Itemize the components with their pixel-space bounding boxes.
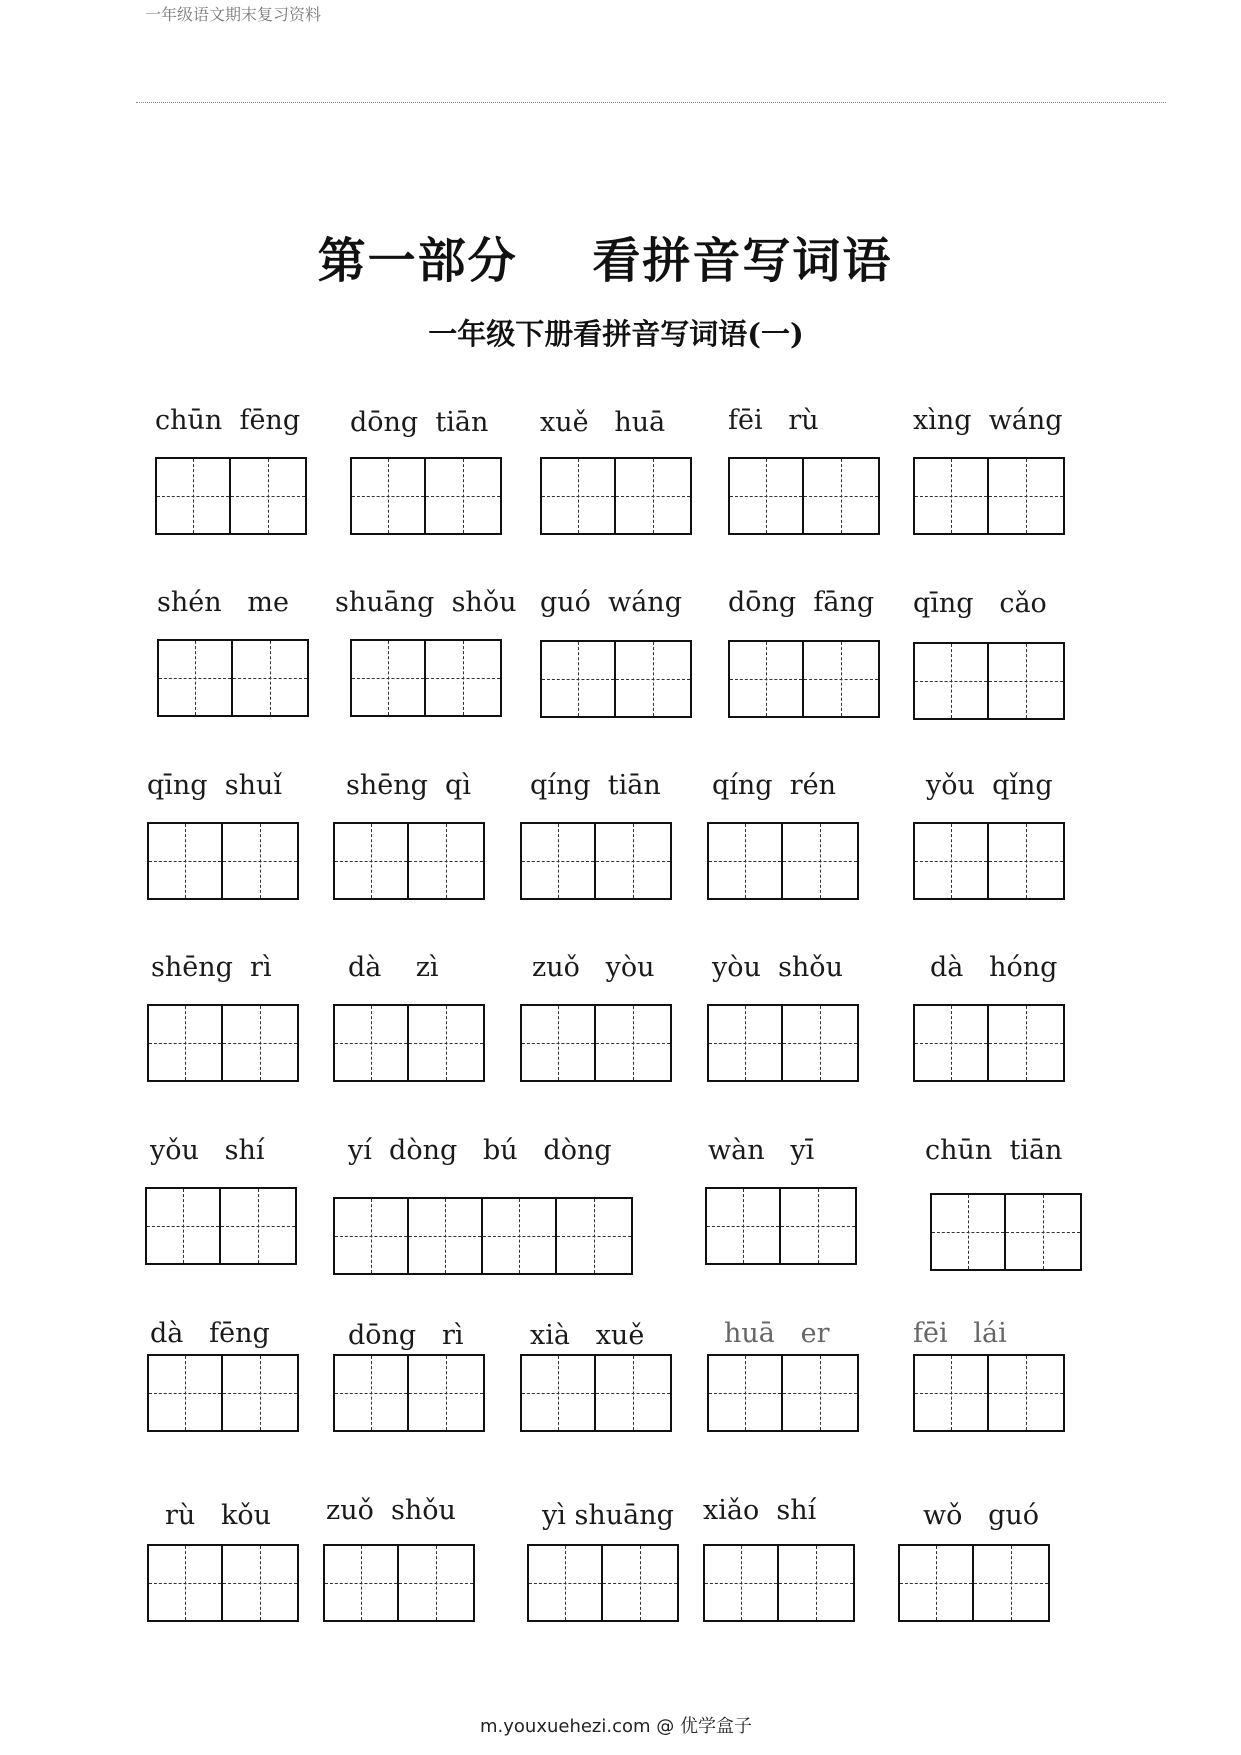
tianzige-cell[interactable] <box>149 1546 223 1620</box>
pinyin-label: yì shuāng <box>542 1500 674 1531</box>
tianzige-cell[interactable] <box>409 1356 483 1430</box>
pinyin-label: huā er <box>724 1318 830 1349</box>
tianzige-cell[interactable] <box>557 1199 631 1273</box>
tianzige-cell[interactable] <box>783 824 857 898</box>
tianzige-cell[interactable] <box>223 1546 297 1620</box>
tianzige-cell[interactable] <box>915 1356 989 1430</box>
tianzige-cell[interactable] <box>804 459 878 533</box>
writing-grid[interactable] <box>155 457 307 535</box>
writing-grid[interactable] <box>728 457 880 535</box>
pinyin-label: dōng fāng <box>728 587 875 618</box>
pinyin-label: qíng rén <box>712 770 837 801</box>
tianzige-cell[interactable] <box>709 1006 783 1080</box>
tianzige-cell[interactable] <box>335 1356 409 1430</box>
tianzige-cell[interactable] <box>352 641 426 715</box>
writing-grid[interactable] <box>323 1544 475 1622</box>
writing-grid[interactable] <box>540 457 692 535</box>
pinyin-label: rù kǒu <box>165 1500 272 1531</box>
tianzige-cell[interactable] <box>221 1189 295 1263</box>
tianzige-cell[interactable] <box>233 641 307 715</box>
tianzige-cell[interactable] <box>335 824 409 898</box>
page-title: 第一部分 看拼音写词语 <box>317 233 893 289</box>
pinyin-label: yǒu shí <box>150 1135 265 1166</box>
tianzige-cell[interactable] <box>783 1006 857 1080</box>
pinyin-label: fēi lái <box>913 1318 1007 1349</box>
tianzige-cell[interactable] <box>352 459 426 533</box>
tianzige-cell[interactable] <box>707 1189 781 1263</box>
header-divider <box>136 102 1166 103</box>
pinyin-label: dōng rì <box>348 1320 464 1351</box>
tianzige-cell[interactable] <box>709 824 783 898</box>
tianzige-cell[interactable] <box>915 824 989 898</box>
tianzige-cell[interactable] <box>989 459 1063 533</box>
writing-grid[interactable] <box>520 1004 672 1082</box>
writing-grid[interactable] <box>520 822 672 900</box>
pinyin-label: xìng wáng <box>913 405 1063 436</box>
tianzige-cell[interactable] <box>426 641 500 715</box>
tianzige-cell[interactable] <box>409 1006 483 1080</box>
tianzige-cell[interactable] <box>149 824 223 898</box>
tianzige-cell[interactable] <box>989 824 1063 898</box>
tianzige-cell[interactable] <box>149 1006 223 1080</box>
writing-grid[interactable] <box>913 1004 1065 1082</box>
tianzige-cell[interactable] <box>149 1356 223 1430</box>
writing-grid[interactable] <box>898 1544 1050 1622</box>
tianzige-cell[interactable] <box>989 1006 1063 1080</box>
tianzige-cell[interactable] <box>223 1006 297 1080</box>
header-note: 一年级语文期末复习资料 <box>145 5 322 24</box>
pinyin-label: fēi rù <box>728 405 819 436</box>
writing-grid[interactable] <box>333 1354 485 1432</box>
writing-grid[interactable] <box>333 822 485 900</box>
pinyin-label: qīng shuǐ <box>147 770 283 801</box>
writing-grid[interactable] <box>527 1544 679 1622</box>
writing-grid[interactable] <box>707 1004 859 1082</box>
writing-grid[interactable] <box>147 1544 299 1622</box>
pinyin-label: wàn yī <box>708 1135 815 1166</box>
tianzige-cell[interactable] <box>616 459 690 533</box>
pinyin-label: chūn fēng <box>155 405 301 436</box>
tianzige-cell[interactable] <box>596 1006 670 1080</box>
tianzige-cell[interactable] <box>483 1199 557 1273</box>
pinyin-label: xià xuě <box>530 1320 645 1351</box>
pinyin-label: chūn tiān <box>925 1135 1063 1166</box>
tianzige-cell[interactable] <box>730 642 804 716</box>
pinyin-label: qíng tiān <box>530 770 661 801</box>
writing-grid[interactable] <box>520 1354 672 1432</box>
writing-grid[interactable] <box>913 1354 1065 1432</box>
tianzige-cell[interactable] <box>147 1189 221 1263</box>
tianzige-cell[interactable] <box>730 459 804 533</box>
writing-grid[interactable] <box>157 639 309 717</box>
pinyin-label: xiǎo shí <box>703 1495 817 1526</box>
writing-grid[interactable] <box>930 1193 1082 1271</box>
tianzige-cell[interactable] <box>542 459 616 533</box>
pinyin-label: qīng cǎo <box>913 588 1047 619</box>
tianzige-cell[interactable] <box>159 641 233 715</box>
pinyin-label: dōng tiān <box>350 407 489 438</box>
writing-grid[interactable] <box>145 1187 297 1265</box>
writing-grid[interactable] <box>705 1187 857 1265</box>
writing-grid[interactable] <box>333 1004 485 1082</box>
tianzige-cell[interactable] <box>915 459 989 533</box>
writing-grid[interactable] <box>728 640 880 718</box>
tianzige-cell[interactable] <box>426 459 500 533</box>
pinyin-label: dà fēng <box>150 1318 270 1349</box>
pinyin-label: yí dòng bú dòng <box>348 1135 612 1166</box>
writing-grid[interactable] <box>350 639 502 717</box>
tianzige-cell[interactable] <box>399 1546 473 1620</box>
tianzige-cell[interactable] <box>596 824 670 898</box>
tianzige-cell[interactable] <box>1006 1195 1080 1269</box>
tianzige-cell[interactable] <box>522 1006 596 1080</box>
tianzige-cell[interactable] <box>989 644 1063 718</box>
pinyin-label: dà zì <box>348 952 439 983</box>
tianzige-cell[interactable] <box>709 1356 783 1430</box>
pinyin-label: zuǒ shǒu <box>326 1495 456 1526</box>
tianzige-cell[interactable] <box>223 1356 297 1430</box>
pinyin-label: dà hóng <box>930 952 1058 983</box>
tianzige-cell[interactable] <box>231 459 305 533</box>
tianzige-cell[interactable] <box>157 459 231 533</box>
tianzige-cell[interactable] <box>335 1199 409 1273</box>
tianzige-cell[interactable] <box>409 1199 483 1273</box>
tianzige-cell[interactable] <box>325 1546 399 1620</box>
pinyin-label: xuě huā <box>540 407 666 438</box>
pinyin-label: wǒ guó <box>923 1500 1040 1531</box>
writing-grid[interactable] <box>913 822 1065 900</box>
tianzige-cell[interactable] <box>529 1546 603 1620</box>
tianzige-cell[interactable] <box>522 824 596 898</box>
tianzige-cell[interactable] <box>915 1006 989 1080</box>
pinyin-label: zuǒ yòu <box>532 952 655 983</box>
tianzige-cell[interactable] <box>335 1006 409 1080</box>
tianzige-cell[interactable] <box>223 824 297 898</box>
tianzige-cell[interactable] <box>522 1356 596 1430</box>
pinyin-label: shēng rì <box>151 952 272 983</box>
writing-grid[interactable] <box>147 822 299 900</box>
writing-grid[interactable] <box>540 640 692 718</box>
writing-grid[interactable] <box>333 1197 633 1275</box>
tianzige-cell[interactable] <box>603 1546 677 1620</box>
tianzige-cell[interactable] <box>783 1356 857 1430</box>
writing-grid[interactable] <box>350 457 502 535</box>
writing-grid[interactable] <box>147 1354 299 1432</box>
tianzige-cell[interactable] <box>705 1546 779 1620</box>
tianzige-cell[interactable] <box>779 1546 853 1620</box>
tianzige-cell[interactable] <box>781 1189 855 1263</box>
section-subtitle: 一年级下册看拼音写词语(一) <box>428 317 804 351</box>
writing-grid[interactable] <box>707 1354 859 1432</box>
footer-watermark: m.youxuehezi.com @ 优学盒子 <box>479 1716 752 1737</box>
tianzige-cell[interactable] <box>616 642 690 716</box>
writing-grid[interactable] <box>147 1004 299 1082</box>
pinyin-label: shēng qì <box>346 770 471 801</box>
tianzige-cell[interactable] <box>409 824 483 898</box>
tianzige-cell[interactable] <box>915 644 989 718</box>
pinyin-label: yǒu qǐng <box>926 770 1053 801</box>
tianzige-cell[interactable] <box>932 1195 1006 1269</box>
writing-grid[interactable] <box>703 1544 855 1622</box>
pinyin-label: yòu shǒu <box>712 952 843 983</box>
writing-grid[interactable] <box>707 822 859 900</box>
tianzige-cell[interactable] <box>900 1546 974 1620</box>
writing-grid[interactable] <box>913 457 1065 535</box>
writing-grid[interactable] <box>913 642 1065 720</box>
pinyin-label: shuāng shǒu <box>335 587 517 618</box>
tianzige-cell[interactable] <box>804 642 878 716</box>
pinyin-label: guó wáng <box>540 587 682 618</box>
tianzige-cell[interactable] <box>989 1356 1063 1430</box>
pinyin-label: shén me <box>157 587 289 618</box>
tianzige-cell[interactable] <box>542 642 616 716</box>
tianzige-cell[interactable] <box>974 1546 1048 1620</box>
tianzige-cell[interactable] <box>596 1356 670 1430</box>
